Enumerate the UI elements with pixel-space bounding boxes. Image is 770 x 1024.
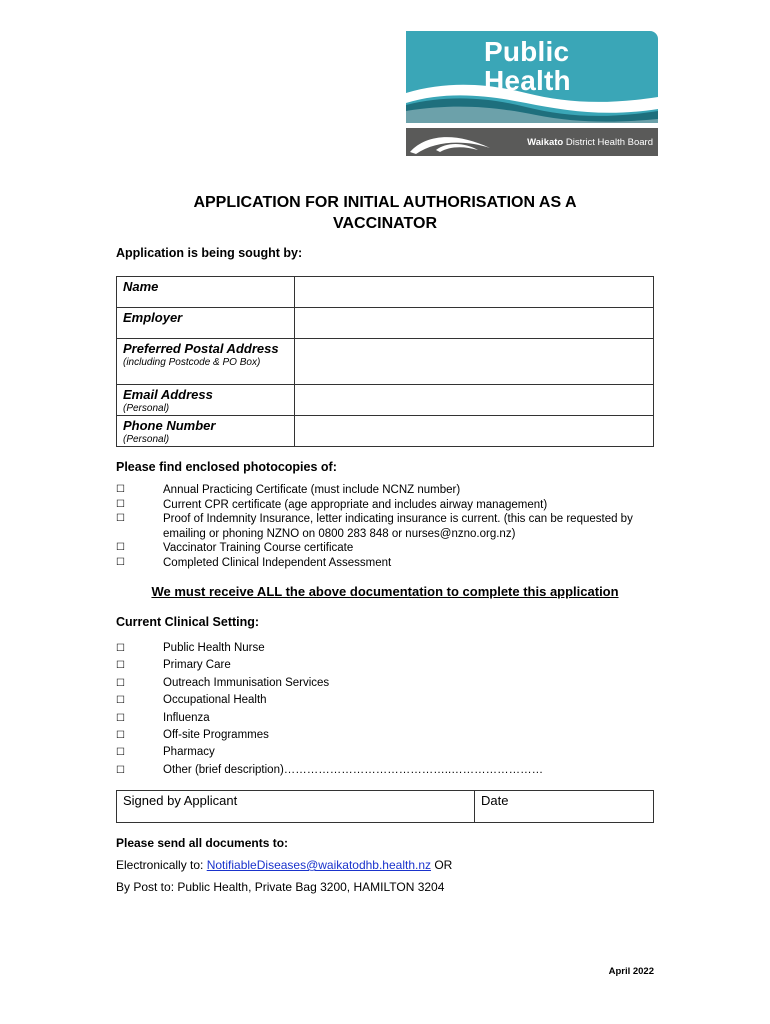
email-link[interactable]: NotifiableDiseases@waikatodhb.health.nz [206,858,432,872]
applicant-table [116,276,654,447]
electronic-send-line [116,858,452,872]
checkbox[interactable]: ☐ [116,677,125,689]
list-item [116,498,663,513]
list-item [116,727,663,744]
checkbox[interactable]: ☐ [116,712,125,724]
title-line-1: APPLICATION FOR INITIAL AUTHORISATION AS A [193,194,577,211]
list-item [116,556,663,571]
page-title [110,192,660,234]
item-label: Other (brief description)……………………………………..…………………… [163,763,544,776]
signed-label: Signed by Applicant [123,793,238,808]
logo-word-health: Health [484,65,571,96]
item-label: Completed Clinical Independent Assessment [163,556,392,569]
checkbox[interactable]: ☐ [116,730,125,742]
item-label: Current CPR certificate (age appropriate and includes airway management) [163,498,548,511]
post-send-line: By Post to: Public Health, Private Bag 3200, HAMILTON 3204 [116,880,445,894]
item-label: Outreach Immunisation Services [163,676,330,689]
email-label-cell [117,385,295,416]
employer-field[interactable] [295,308,654,339]
checkbox[interactable]: ☐ [116,695,125,707]
list-item [116,692,663,709]
table-row [117,385,654,416]
enclosed-checklist [116,483,663,571]
board-name-bold: Waikato [527,137,564,148]
item-label: Primary Care [163,659,231,672]
list-item [116,512,663,541]
electronic-suffix: OR [431,858,453,872]
signature-field[interactable] [117,791,475,823]
item-label: Public Health Nurse [163,642,265,654]
field-label: Employer [123,310,183,325]
checkbox[interactable]: ☐ [116,643,125,654]
item-label: Influenza [163,711,210,724]
item-label: Proof of Indemnity Insurance, letter indicating insurance is current. (this can be requested by emailing or phoning NZNO on 0800 283 848 or nurses@nzno.org.nz) [163,513,633,540]
postal-address-field[interactable] [295,339,654,385]
checkbox[interactable]: ☐ [116,556,125,568]
checkbox[interactable]: ☐ [116,542,125,554]
table-row [117,339,654,385]
list-item [116,762,663,779]
send-heading: Please send all documents to: [116,836,289,850]
sought-by-heading: Application is being sought by: [116,246,303,260]
footer-date: April 2022 [608,966,654,977]
table-row [117,277,654,308]
checkbox[interactable]: ☐ [116,660,125,672]
board-name-rest: District Health Board [563,137,653,148]
field-sublabel: (Personal) [123,403,170,414]
field-label: Email Address [123,387,213,402]
field-label: Name [123,279,159,294]
name-label-cell [117,277,295,308]
logo-wordmark [484,37,571,95]
electronic-prefix: Electronically to: [116,858,207,872]
logo-word-public: Public [484,36,570,67]
signature-table [116,790,654,823]
field-label: Preferred Postal Address [123,341,279,356]
title-line-2: VACCINATOR [333,215,437,232]
table-row [117,308,654,339]
list-item [116,710,663,727]
field-sublabel: (Personal) [123,434,170,445]
item-label: Occupational Health [163,694,267,707]
public-health-logo [406,31,658,156]
table-row [117,416,654,447]
clinical-setting-checklist [116,640,663,779]
checkbox[interactable]: ☐ [116,513,125,525]
postal-address-label-cell [117,339,295,385]
phone-label-cell [117,416,295,447]
checkbox[interactable]: ☐ [116,484,125,495]
list-item [116,744,663,761]
checkbox[interactable]: ☐ [116,764,125,776]
table-row [117,791,654,823]
date-label: Date [481,793,509,808]
clinical-setting-heading: Current Clinical Setting: [116,615,260,629]
board-name [527,137,653,148]
name-field[interactable] [295,277,654,308]
item-label: Pharmacy [163,746,215,759]
logo-board-band [406,128,658,156]
list-item [116,640,663,657]
phone-field[interactable] [295,416,654,447]
waikato-swoosh-icon [406,128,496,156]
email-field[interactable] [295,385,654,416]
enclosed-heading: Please find enclosed photocopies of: [116,460,337,474]
item-label: Vaccinator Training Course certificate [163,542,354,555]
list-item [116,483,663,498]
checkbox[interactable]: ☐ [116,498,125,510]
field-label: Phone Number [123,418,216,433]
required-documents-notice: We must receive ALL the above documentation to complete this application [151,584,619,599]
item-label: Off-site Programmes [163,729,269,742]
checkbox[interactable]: ☐ [116,747,125,759]
item-label: Annual Practicing Certificate (must include NCNZ number) [163,484,461,496]
list-item [116,657,663,674]
list-item [116,675,663,692]
logo-top-panel [406,31,658,123]
list-item [116,541,663,556]
field-sublabel: (including Postcode & PO Box) [123,357,261,368]
employer-label-cell [117,308,295,339]
date-field[interactable] [475,791,654,823]
